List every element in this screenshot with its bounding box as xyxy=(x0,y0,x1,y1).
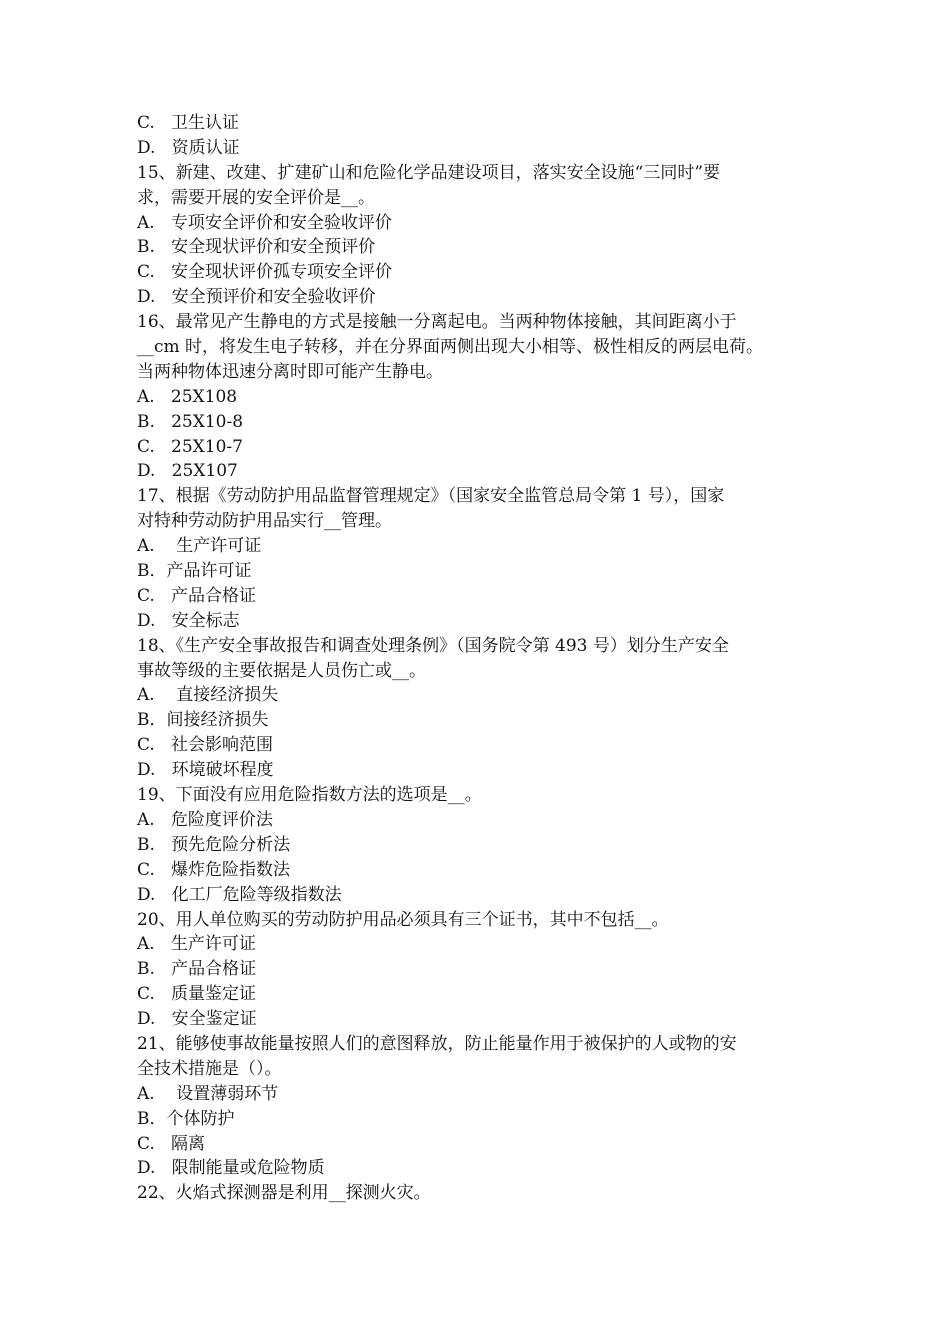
text-line: C. 卫生认证 xyxy=(137,113,240,133)
text-line: D. 安全鉴定证 xyxy=(137,1009,257,1030)
text-line: A. 危险度评价法 xyxy=(137,809,273,830)
text-line: A. 生产许可证 xyxy=(137,934,256,955)
text-line: B. 25X10-8 xyxy=(137,411,244,432)
text-line: C. 爆炸危险指数法 xyxy=(137,859,291,880)
text-line: D. 资质认证 xyxy=(137,137,240,158)
text-line: A. 专项安全评价和安全验收评价 xyxy=(137,212,392,233)
text-line: 19、下面没有应用危险指数方法的选项是__。 xyxy=(137,785,482,806)
text-line: 求，需要开展的安全评价是__。 xyxy=(137,187,375,208)
text-line: C. 隔离 xyxy=(137,1133,206,1154)
text-line: C. 安全现状评价孤专项安全评价 xyxy=(137,262,393,283)
text-line: D. 安全标志 xyxy=(137,610,240,631)
text-line: C. 社会影响范围 xyxy=(137,735,274,756)
text-line: C. 25X10-7 xyxy=(137,436,243,457)
text-line: C. 质量鉴定证 xyxy=(137,984,257,1005)
text-line: B．间接经济损失 xyxy=(137,710,269,731)
text-line: 当两种物体迅速分离时即可能产生静电。 xyxy=(137,361,443,382)
text-line: 20、用人单位购买的劳动防护用品必须具有三个证书，其中不包括__。 xyxy=(137,909,669,930)
text-line: 对特种劳动防护用品实行__管理。 xyxy=(137,511,392,532)
text-line: 事故等级的主要依据是人员伤亡或__。 xyxy=(137,660,426,681)
text-line: 22、火焰式探测器是利用__探测火灾。 xyxy=(137,1183,431,1204)
text-line: D. 环境破坏程度 xyxy=(137,760,274,781)
document-body xyxy=(137,111,837,1206)
text-line: D. 安全预评价和安全验收评价 xyxy=(137,287,376,308)
text-line: B．个体防护 xyxy=(137,1108,235,1129)
text-line: A. 25X108 xyxy=(137,386,238,407)
text-line: 16、最常见产生静电的方式是接触一分离起电。当两种物体接触，其间距离小于 xyxy=(137,312,737,333)
text-line: A. 直接经济损失 xyxy=(137,685,279,706)
text-line: B．产品许可证 xyxy=(137,561,252,582)
text-line: B. 安全现状评价和安全预评价 xyxy=(137,237,376,258)
text-line: 21、能够使事故能量按照人们的意图释放，防止能量作用于被保护的人或物的安 xyxy=(137,1033,737,1054)
text-line: C. 产品合格证 xyxy=(137,585,257,606)
text-line: B. 产品合格证 xyxy=(137,959,257,980)
text-line: 全技术措施是（）。 xyxy=(137,1058,282,1079)
text-line: A. 设置薄弱环节 xyxy=(137,1083,279,1104)
text-line: D. 25X107 xyxy=(137,461,238,482)
text-line: __cm 时，将发生电子转移，并在分界面两侧出现大小相等、极性相反的两层电荷。 xyxy=(137,337,764,358)
text-line: D. 化工厂危险等级指数法 xyxy=(137,884,342,905)
text-line: 15、新建、改建、扩建矿山和危险化学品建设项目，落实安全设施“三同时”要 xyxy=(137,162,721,183)
text-line: 17、根据《劳动防护用品监督管理规定》（国家安全监管总局令第 1 号），国家 xyxy=(137,486,725,507)
text-line: 18、《生产安全事故报告和调查处理条例》（国务院令第 493 号）划分生产安全 xyxy=(137,635,729,656)
text-line: A. 生产许可证 xyxy=(137,536,262,557)
text-line: D. 限制能量或危险物质 xyxy=(137,1158,325,1179)
text-line: B. 预先危险分析法 xyxy=(137,834,291,855)
